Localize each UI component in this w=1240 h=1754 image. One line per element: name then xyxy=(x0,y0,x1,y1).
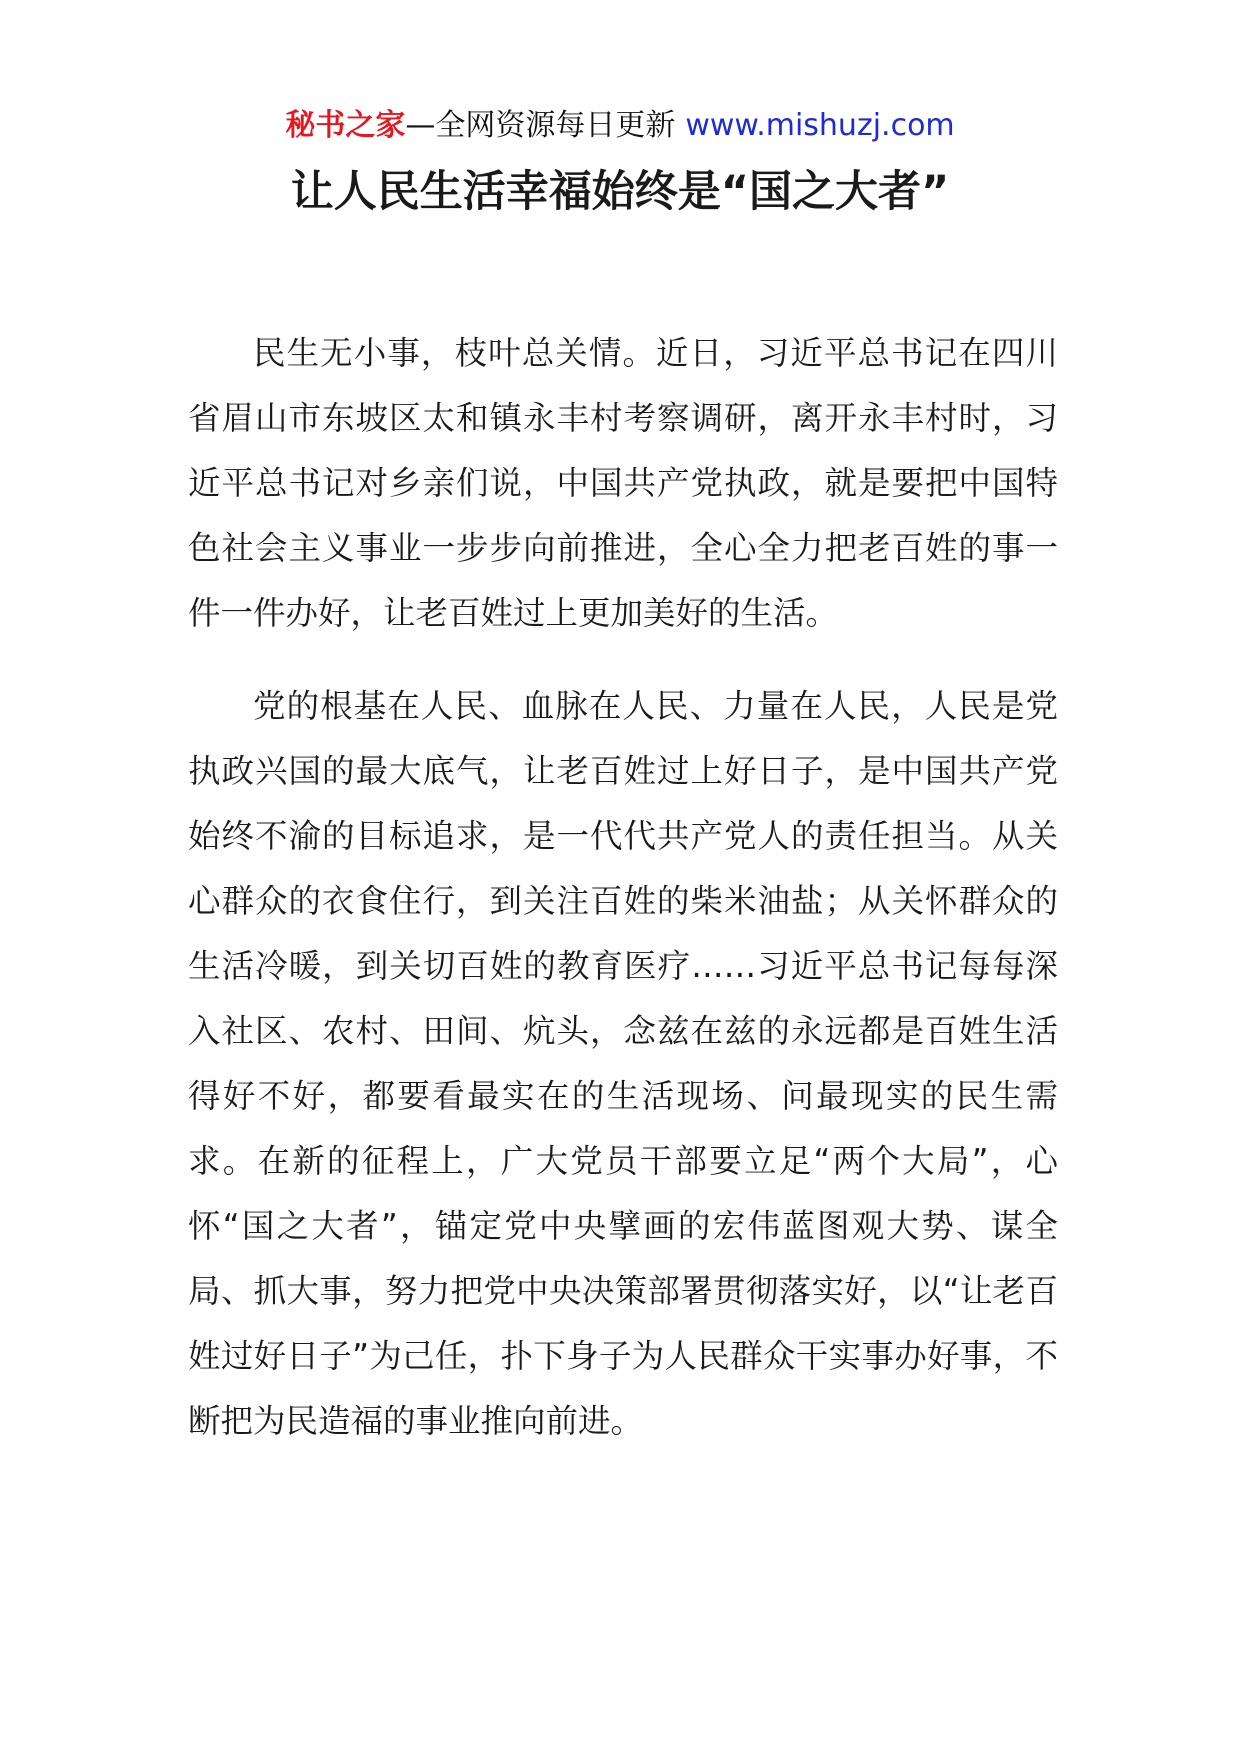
site-url-link[interactable]: www.mishuzj.com xyxy=(685,108,955,143)
document-body xyxy=(188,321,1058,1482)
site-header xyxy=(0,104,1240,148)
site-tagline: —全网资源每日更新 xyxy=(405,108,676,143)
site-brand: 秘书之家 xyxy=(285,108,406,143)
paragraph-2: 党的根基在人民、血脉在人民、力量在人民，人民是党执政兴国的最大底气，让老百姓过上好日子，是中国共产党始终不渝的目标追求，是一代代共产党人的责任担当。从关心群众的衣食住行，到关注百姓的柴米油盐；从关怀群众的生活冷暖，到关切百姓的教育医疗……习近平总书记每每深入社区、农村、田间、炕头，念兹在兹的永远都是百姓生活得好不好，都要看最实在的生活现场、问最现实的民生需求。在新的征程上，广大党员干部要立足“两个大局”，心怀“国之大者”，锚定党中央擘画的宏伟蓝图观大势、谋全局、抓大事，努力把党中央决策部署贯彻落实好，以“让老百姓过好日子”为己任，扑下身子为人民群众干实事办好事，不断把为民造福的事业推向前进。 xyxy=(188,687,1058,1440)
document-title: 让人民生活幸福始终是“国之大者” xyxy=(290,167,950,217)
paragraph-1: 民生无小事，枝叶总关情。近日，习近平总书记在四川省眉山市东坡区太和镇永丰村考察调研，离开永丰村时，习近平总书记对乡亲们说，中国共产党执政，就是要把中国特色社会主义事业一步步向前推进，全心全力把老百姓的事一件一件办好，让老百姓过上更加美好的生活。 xyxy=(188,334,1058,632)
